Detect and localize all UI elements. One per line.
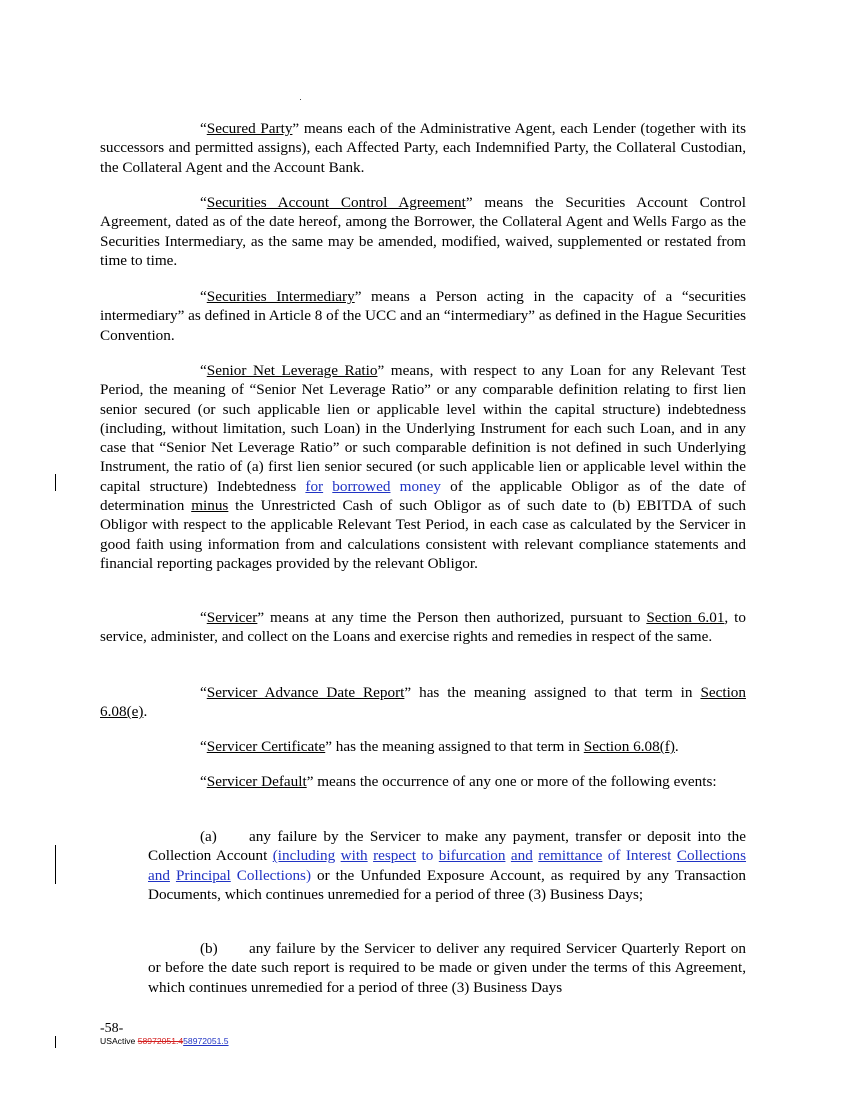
inserted-doc-id: 58972051.5 xyxy=(183,1036,229,1046)
inserted-text: Principal xyxy=(175,866,231,884)
definition-servicer-certificate: “Servicer Certificate” has the meaning assigned to that term in Section 6.08(f). xyxy=(200,738,679,755)
inserted-text: and xyxy=(510,847,533,865)
inserted-text: and xyxy=(148,866,170,884)
section-link[interactable]: Section 6.08(f) xyxy=(583,738,675,755)
term: Securities Intermediary xyxy=(206,288,355,305)
inserted-text: for xyxy=(305,477,324,495)
term: Senior Net Leverage Ratio xyxy=(206,362,378,379)
term: Securities Account Control Agreement xyxy=(206,194,466,211)
section-link[interactable]: Section 6.08(e) xyxy=(100,684,746,721)
inserted-text: Collections xyxy=(676,847,747,865)
term: Servicer Certificate xyxy=(206,738,326,755)
revision-bar xyxy=(55,474,56,491)
page-number: -58- xyxy=(100,1021,124,1036)
inserted-text: bifurcation xyxy=(438,847,506,865)
section-link[interactable]: Section 6.01 xyxy=(646,609,725,626)
document-footer: USActive 58972051.458972051.5 xyxy=(100,1036,229,1046)
event-item-a: (a) any failure by the Servicer to make any payment, transfer or deposit into the Collection Account (including with respect to bifurcation and remittance of Interest Collections and Principal Collections) or the Unfunded Exposure Account, as required by any Transaction Documents, which continues unremedied for a period of three (3) Business Days; xyxy=(148,828,747,903)
definition-securities-intermediary: “Securities Intermediary” means a Person acting in the capacity of a “securities intermediary” as defined in Article 8 of the UCC and an “intermediary” as defined in the Hague Securities Convention. xyxy=(100,288,746,344)
term: Servicer xyxy=(206,609,258,626)
event-item-b: (b) any failure by the Servicer to deliver any required Servicer Quarterly Report on or before the date such report is required to be made or given under the terms of this Agreement, which continues unremedied for a period of three (3) Business Days xyxy=(148,940,746,996)
deleted-doc-id: 58972051.4 xyxy=(137,1036,184,1046)
definition-senior-net-leverage-ratio: “Senior Net Leverage Ratio” means, with respect to any Loan for any Relevant Test Period, the meaning of “Senior Net Leverage Ratio” or any comparable definition relating to first lien senior secured (or such applicable lien or applicable level within the capital structure) indebtedness (including, without limitation, such Loan) in the Underlying Instrument for each such Loan, and in any case that “Senior Net Leverage Ratio” or such comparable definition is not defined in such Underlying Instrument, the ratio of (a) first lien senior secured (or such applicable lien or applicable level within the capital structure) Indebtedness for borrowed money of the applicable Obligor as of the date of determination minus the Unrestricted Cash of such Obligor as of such date to (b) EBITDA of such Obligor with respect to the applicable Relevant Test Period, in each case as calculated by the Servicer in good faith using information from and calculations consistent with relevant compliance statements and financial reporting packages provided by the relevant Obligor. xyxy=(100,362,747,572)
inserted-text: with xyxy=(340,847,368,865)
term: Servicer Default xyxy=(206,773,307,790)
revision-bar xyxy=(55,1036,56,1048)
revision-bar xyxy=(55,845,56,884)
inserted-text: (including xyxy=(272,847,336,865)
term: Servicer Advance Date Report xyxy=(206,684,405,701)
inserted-text: respect xyxy=(373,847,417,865)
definition-servicer-advance-date-report: “Servicer Advance Date Report” has the meaning assigned to that term in Section 6.08(e). xyxy=(100,684,746,721)
definition-servicer-default: “Servicer Default” means the occurrence of any one or more of the following events: xyxy=(200,773,717,790)
inserted-text: borrowed xyxy=(332,477,391,495)
inserted-text: to xyxy=(421,847,434,865)
definition-servicer: “Servicer” means at any time the Person then authorized, pursuant to Section 6.01, to service, administer, and collect on the Loans and exercise rights and remedies in respect of the same. xyxy=(100,609,746,646)
definition-securities-account-control-agreement: “Securities Account Control Agreement” means the Securities Account Control Agreement, dated as of the date hereof, among the Borrower, the Collateral Agent and Wells Fargo as the Securities Intermediary, as the same may be amended, modified, waived, supplemented or restated from time to time. xyxy=(100,194,746,269)
inserted-text: of Interest xyxy=(607,847,672,865)
inserted-text: remittance xyxy=(538,847,603,865)
inserted-text: money xyxy=(399,477,441,495)
stray-mark xyxy=(300,99,301,100)
term: Secured Party xyxy=(206,120,293,137)
definition-secured-party: “Secured Party” means each of the Administrative Agent, each Lender (together with its successors and permitted assigns), each Affected Party, each Indemnified Party, the Collateral Custodian, the Collateral Agent and the Account Bank. xyxy=(100,120,746,176)
inserted-text: Collections) xyxy=(236,866,312,884)
